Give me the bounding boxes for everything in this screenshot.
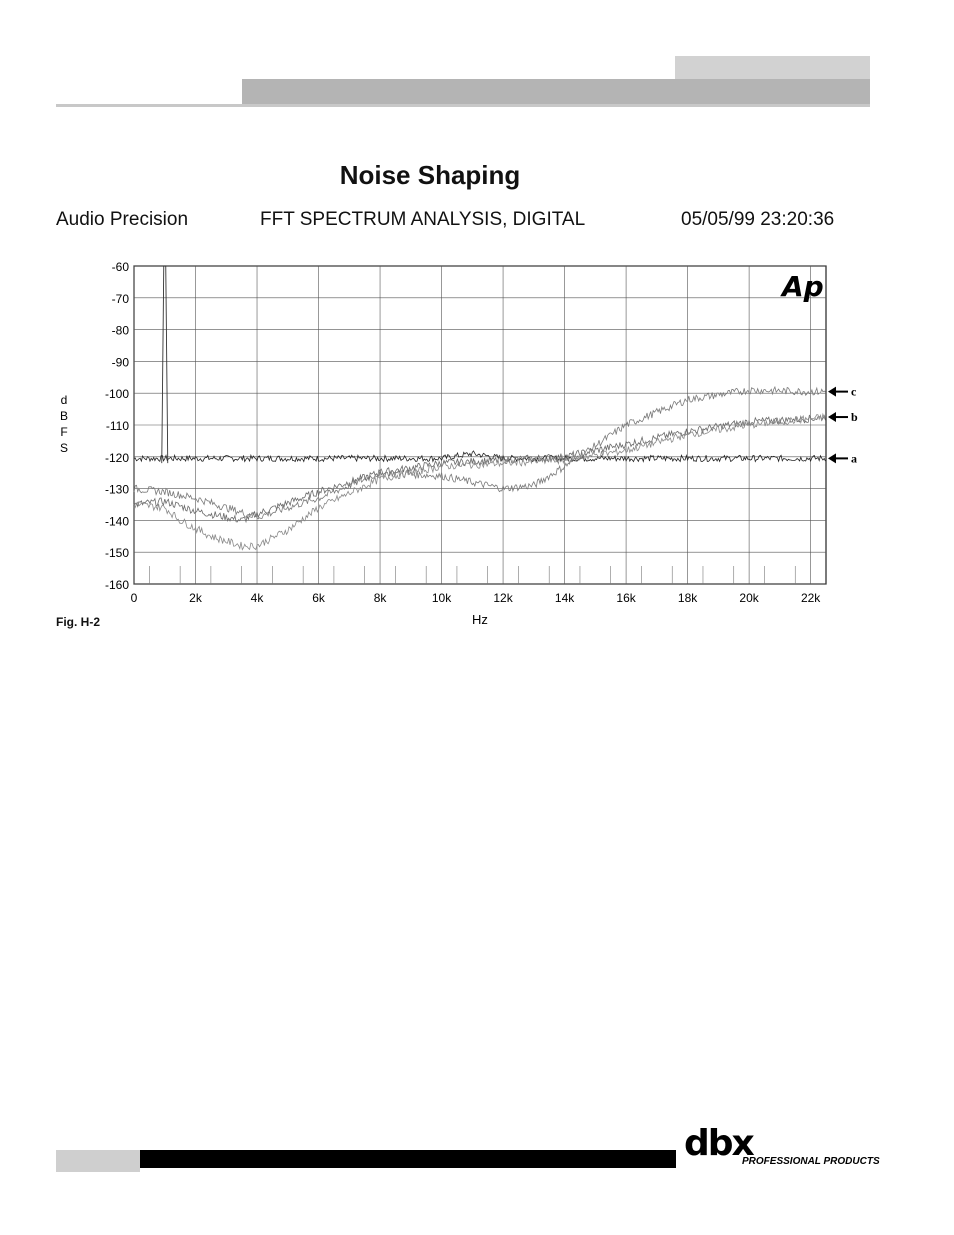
y-tick-label: -130 — [104, 482, 129, 497]
marker-arrowhead-c — [828, 387, 836, 397]
x-tick-label: 2k — [189, 591, 202, 605]
dbx-logo: dbx — [684, 1123, 753, 1164]
x-tick-label: 4k — [250, 591, 264, 605]
chart-grid — [134, 266, 826, 584]
x-tick-label: 8k — [373, 591, 387, 605]
y-tick-label: -140 — [104, 514, 129, 529]
x-axis-label: Hz — [472, 612, 488, 627]
y-axis — [105, 260, 129, 592]
y-tick-label: -90 — [111, 355, 129, 370]
chart-series — [134, 266, 825, 550]
x-tick-label: 16k — [616, 591, 636, 605]
page-title: Noise Shaping — [339, 160, 521, 190]
marker-label-a: a — [851, 451, 857, 466]
marker-arrowhead-b — [828, 412, 836, 422]
series-line-unlabeled — [134, 414, 825, 549]
y-axis-label — [60, 393, 68, 455]
x-tick-label: 14k — [554, 591, 575, 605]
timestamp: 05/05/99 23:20:36 — [681, 209, 835, 230]
y-tick-label: -110 — [105, 419, 129, 433]
x-tick-label: 22k — [800, 591, 821, 605]
y-tick-label: -100 — [104, 387, 129, 402]
analyzer-brand: Audio Precision — [56, 209, 189, 230]
x-tick-label: 6k — [312, 591, 325, 605]
marker-label-c: c — [851, 384, 857, 399]
figure-label: Fig. H-2 — [56, 615, 100, 629]
marker-arrowhead-a — [828, 453, 836, 463]
y-tick-label: -120 — [104, 450, 129, 465]
y-tick-label: -150 — [104, 546, 129, 561]
x-tick-label: 18k — [677, 591, 698, 605]
footer-black-bar — [140, 1150, 676, 1168]
x-tick-label: 10k — [431, 591, 452, 605]
analysis-type: FFT SPECTRUM ANALYSIS, DIGITAL — [260, 209, 586, 230]
y-tick-label: -160 — [104, 578, 129, 592]
x-axis — [131, 591, 822, 605]
series-markers — [828, 385, 858, 466]
y-label-letter: d — [60, 393, 68, 407]
series-line-c — [134, 387, 825, 519]
y-label-letter: B — [59, 409, 69, 423]
x-tick-label: 20k — [739, 591, 759, 605]
y-tick-label: -60 — [111, 260, 129, 274]
y-label-letter: S — [59, 441, 69, 455]
series-line-a — [134, 451, 825, 462]
x-tick-label: 0 — [130, 591, 138, 605]
y-label-letter: F — [60, 425, 68, 439]
y-tick-label: -80 — [111, 323, 129, 338]
x-tick-label: 12k — [493, 591, 513, 605]
brand-tagline: PROFESSIONAL PRODUCTS — [742, 1156, 880, 1167]
footer-grey-block — [56, 1150, 140, 1172]
tone-spike — [162, 266, 168, 463]
y-tick-label: -70 — [111, 291, 129, 306]
marker-label-b: b — [851, 410, 858, 425]
ap-logo: Ap — [782, 270, 824, 303]
